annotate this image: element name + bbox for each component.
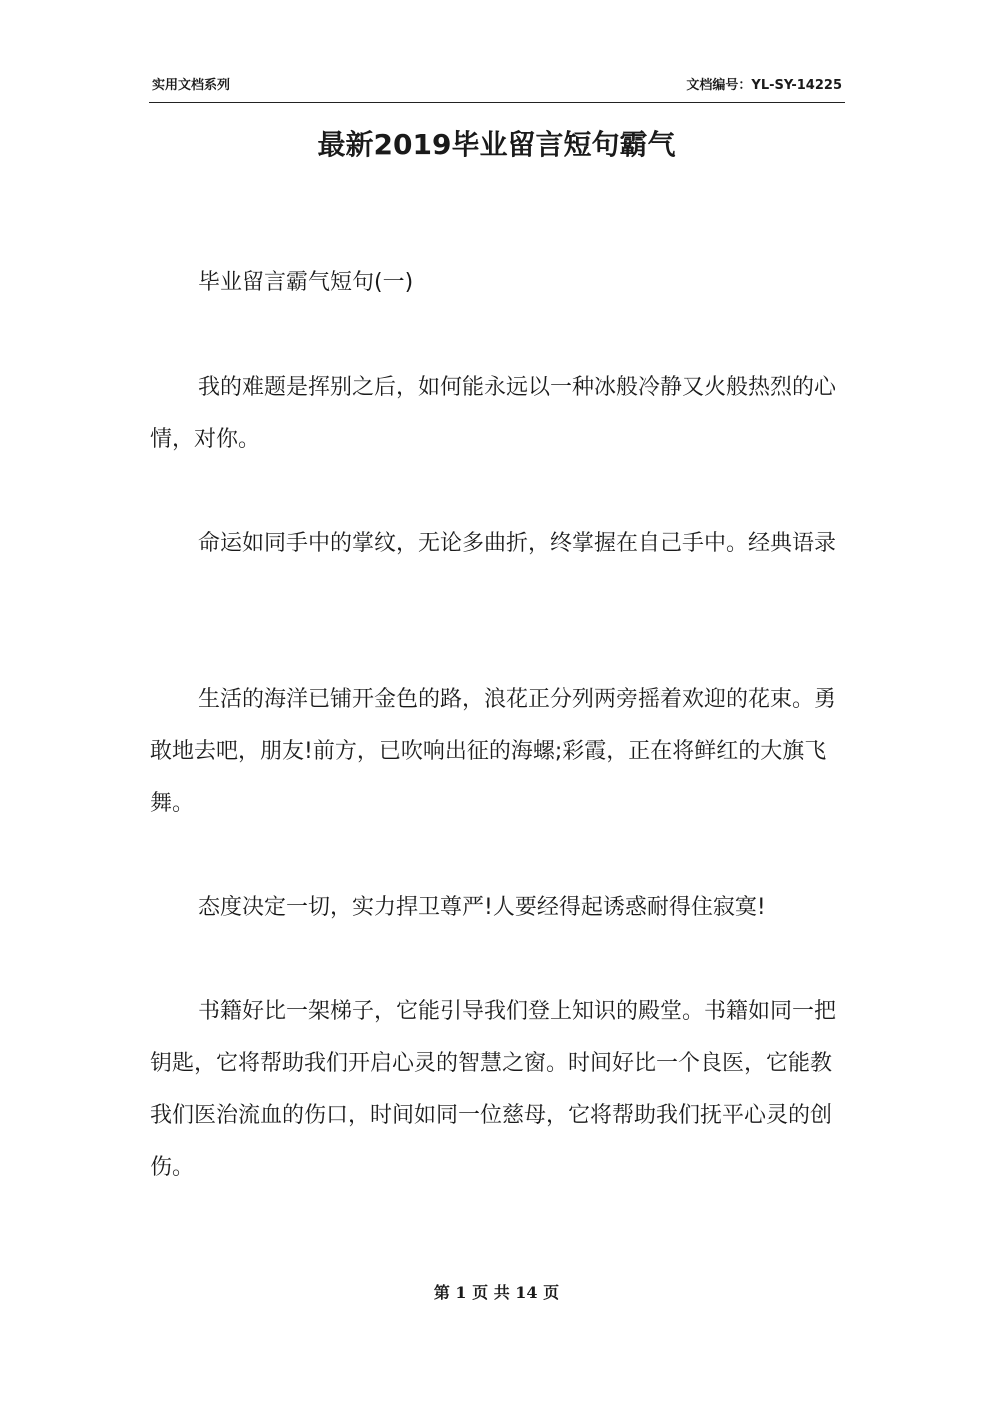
paragraph-4: 态度决定一切，实力捍卫尊严!人要经得起诱惑耐得住寂寞! bbox=[198, 895, 766, 920]
paragraph-1: 我的难题是挥别之后，如何能永远以一种冰般冷静又火般热烈的心情，对你。 bbox=[150, 375, 837, 452]
paragraph-3: 生活的海洋已铺开金色的路，浪花正分列两旁摇着欢迎的花束。勇敢地去吧，朋友!前方，已吹响出征的海螺;彩霞，正在将鲜红的大旗飞舞。 bbox=[150, 687, 837, 816]
paragraph-5: 书籍好比一架梯子，它能引导我们登上知识的殿堂。书籍如同一把钥匙，它将帮助我们开启心灵的智慧之窗。时间好比一个良医，它能教我们医治流血的伤口，时间如同一位慈母，它将帮助我们抚平心灵的创伤。 bbox=[150, 999, 837, 1180]
page-number-footer: 第 1 页 共 14 页 bbox=[433, 1283, 560, 1302]
header-document-number: 文档编号：YL-SY-14225 bbox=[686, 78, 842, 93]
header-series-label: 实用文档系列 bbox=[152, 78, 231, 93]
header-divider bbox=[149, 102, 845, 103]
paragraph-2: 命运如同手中的掌纹，无论多曲折，终掌握在自己手中。经典语录 bbox=[198, 531, 837, 556]
section-heading: 毕业留言霸气短句(一) bbox=[198, 270, 414, 295]
document-title: 最新2019毕业留言短句霸气 bbox=[317, 128, 676, 161]
